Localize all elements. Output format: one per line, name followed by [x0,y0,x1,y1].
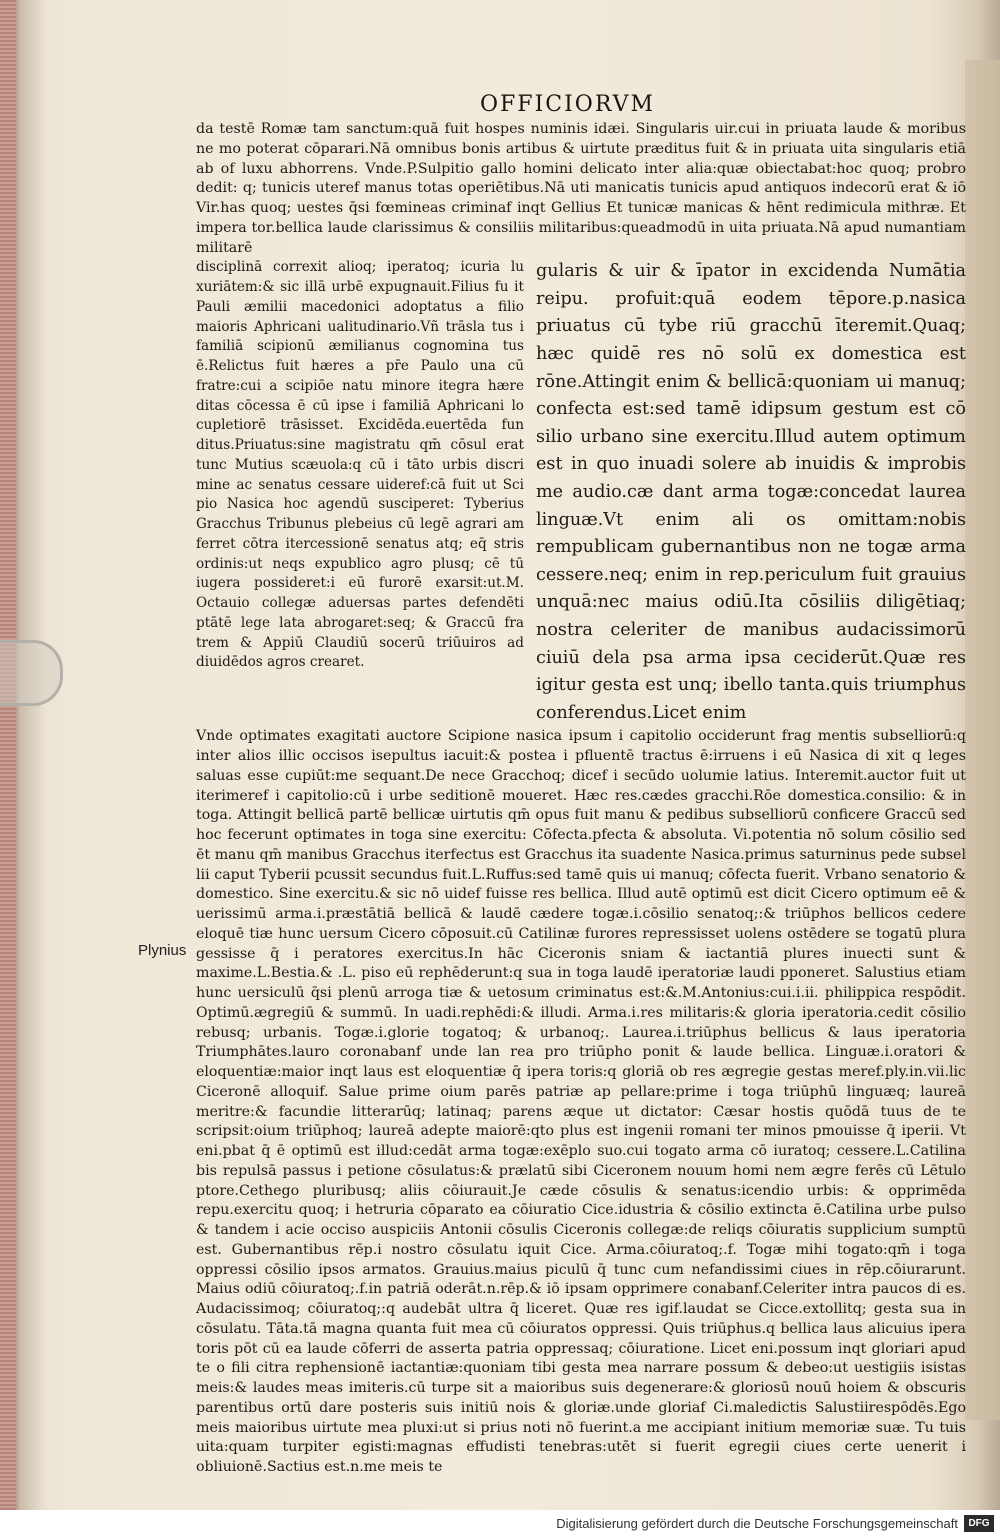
paragraph-bottom: Vnde optimates exagitati auctore Scipione nasica ipsum i capitolio occiderunt frag mentis subselliorū:q inter alios illic occisos isepultus iacuit:& postea i pfluentē tractus ē:irruens i eū Nasica di xit q leges saluas esse cupiūt:me sequant.De nece Gracchoq; dicef i secūdo uolumie latius. Interemit.auctor fuit ut iterimeref i capitolio:cū i urbe seditionē moueret. Hæc res.cædes gracchi.Rōe domestica.consilio: & in toga. Attingit bellicā partē bellicæ uirtutis qm̄ opus fuit manu & pedibus subselliorū conficere Graccū sed hoc fecerunt optimates in toga sine exercitu: Cōfecta.pfecta & absoluta. Vi.potentia nō solum cōsilio sed ēt manu qm̄ manibus Gracchus iterfectus est Gracchus ita suadente Nasica.primus saturninus pede subsel lii caput Tyberii pcussit secundus fuit.L.Ruffus:sed tamē quis ui manuq; cōfecta fuerit. Vrbano senatorio & domestico. Sine exercitu.& sic nō uidef fuisse res bellica. Illud autē optimū est dicit Cicero optimum eē & uerissimū arma.i.præstātiā bellicā & laudē cædere togæ.i.cōsilio senatoq;:& triūphos bellicos cedere eloquē tiæ hunc uersum Cicero cōposuit.cū Catilinæ furores repressisset uolens ostēdere se togatū plura gessisse q̄ i peratores exercitus.In hāc Ciceronis sniam & iactantiā plures inuecti sunt & maxime.L.Bestia.& .L. piso eū rephēderunt:q sua in toga laudē iperatoriæ laudi pponeret. Salustius etiam hunc uersiculū q̄si plenū arroga tiæ & uetosum criminatus est:&.M.Antonius:cui.i.ii. philippica respōdit. Optimū.ægregiū & summū. In uadi.rephēdi:& illudi. Arma.i.res militaris:& gloria iperatoria.cedit cōsilio rebusq; urbanis. Togæ.i.glorie togatoq; & urbanoq;. Laurea.i.triūphus bellicus & laus iperatoria Triumphātes.lauro coronabanf unde lan rea pro triūpho ponit & laude bellica. Linguæ.i.oratori & eloquentiæ:maior inqt laus est eloquentiæ q̄ ipera toris:q gloriā ob res ægregie gestas meref.ply.in.vii.lic Ciceronē alloquif. Salue prime oium parēs patriæ ap pellare:prime i toga triūphū linguæq; laureā meritre:& facundie litterarūq; latinaq; parens æque ut dictator: Cæsar hostis quōdā tuus de te scripsit:oium triūphoq; laureā adepte maiorē:qto plus est ingenii romani ter minos pmouisse q̄ iperii. Vt eni.pbat q̄ ē optimū est illud:cedāt arma togæ:exēplo suo.cui togato arma cō iuratoq; cessere.L.Catilina bis repulsā passus i petione cōsulatus:& prælatū sibi Ciceronem nouum homi nem ægre ferēs cū Lētulo ptore.Cethego pluribusq; aliis cōiurauit.Je cæde cōsulis & senatus:icendio urbis: & opprimēda repu.exercitu quoq; i hetruria cōparato ea cōiuratio Cice.idustria & cōsilio extincta ē.Catilina urbe pulso & tandem i acie occiso auspiciis Antonii cōsulis Ciceronis collegæ:de reliqs cōiuratis supplicium sumptū est. Gubernantibus rēp.i nostro cōsulatu iquit Cice. Arma.cōiuratoq;.f. Togæ mihi togato:qm̄ i toga oppressi cōsilio ipsos armatos. Grauius.maius piculū q̄ tunc cum nefandissimi ciues in rēp.cōiurarunt. Maius odiū cōiuratoq;.f.in patriā oderāt.n.rēp.& iō ipsam opprimere conabanf.Celeriter intra paucos di es. Audacissimoq; cōiuratoq;:q audebāt ultra q̄ liceret. Quæ res igif.laudat se Cicce.extollitq; gesta sua in cōsulatu. Tāta.tā magna quanta fuit mea cū cōiuratos oppressi. Quis triūphus.q bellica laus alicuius ipera toris pōt cū ea laude cōferri de asserta patria oppressaq; cōiuratione. Licet eni.possum inqt gloriari apud te o fili citra rephensionē iactantiæ:quoniam tibi gesta mea narrare possum & debeo:ut uestigiis isistas meis:& laudes meas imiteris.cū turpe sit a maioribus suis degenerare:& gloriosū nouū hoiem & obscuris parentibus ortū dare posteris suis initiū nois & gloriæ.unde gloriaf Ci.maledictis Salustiirespōdēs.Ego meis maioribus uirtute mea pluxi:ut si prius noti nō fuerint.a me accipiant initium memoriæ suæ. Tu tuis uita:quam turpiter egisti:magnas effudisti tenebras:utēt si fuerit egregii ciues certe uenerit i obliuionē.Sactius est.n.me meis te [196,728,966,1476]
funding-notice: Digitalisierung gefördert durch die Deutsche Forschungsgemeinschaft [556,1516,958,1531]
facing-page-edge [965,60,1000,1420]
margin-note: Plynius [138,942,187,959]
running-head: OFFICIORVM [480,92,656,117]
footer-bar [0,1510,1000,1538]
page-edge-red [0,0,16,1510]
two-column-block [196,258,966,727]
book-clamp [0,640,63,706]
main-text-column: gularis & uir & īpator in excidenda Numātia reipu. profuit:quā eodem tēpore.p.nasica priuatus cū tybe riū gracchū īteremit.Quaq; hæc quidē res nō solū ex domestica est rōne.Attingit enim & bellicā:quoniam ui manuq; confecta est:sed tamē idipsum gestum est cō silio urbano sine exercitu.Illud autem optimum est in quo inuadi solere ab inuidis & improbis me audio.cæ dant arma togæ:concedat laurea linguæ.Vt enim ali os omittam:nobis rempublicam gubernantibus non ne togæ arma cessere.neq; enim in rep.periculum fuit grauius unquā:nec maius odiū.Ita cōsiliis diligētiaq; nostra celeriter de manibus audacissimorū ciuiū dela psa arma ipsa ceciderūt.Quæ res igitur gesta est unq; ibello tanta.quis triumphus conferendus.Licet enim [536,261,966,723]
commentary-column: disciplinā correxit alioq; iperatoq; icuria lu xuriātem:& sic illā urbē expugnauit.Filius fu it Pauli æmilii macedonici adoptatus a filio maioris Aphricani ualitudinario.Vñ trāsla tus i familiā scipionū æmilianus cognomina tus ē.Relictus fuit hæres a pr̄e Paulo una cū fratre:cui a scipiōe natu minore itegra hære ditas cōcessa ē cū ipse i familiā Aphricani lo cupletiorē trāsisset. Excidēda.euertēda fun ditus.Priuatus:sine magistratu qm̄ cōsul erat tunc Mutius scæuola:q cū i tāto urbis discri mine ac senatus cessare uideref:cā fuit ut Sci pio Nasica hoc agendū susciperet: Tyberius Gracchus Tribunus plebeius cū legē agrari am ferret cōtra itercessionē senatus atq; eq̄ stris ordinis:ut neqs expublico agro plusq; cē tū iugera possideret:i eū furorē exarsit:ut.M. Octauio collegæ aduersas partes defendēti ptātē lege lata abrogaret:seq; & Graccū fra trem & Appiū Claudiū socerū triūuiros ad diuidēdos agros crearet. [196,259,524,671]
gutter-shadow [16,0,46,1510]
dfg-logo: DFG [964,1515,994,1532]
paragraph-top: da testē Romæ tam sanctum:quā fuit hospes numinis idæi. Singularis uir.cui in priuata laude & moribus ne mo poterat cōparari.Nā omnibus bonis artibus & uirtute præditus fuit & in priuata uita singularis etiā ab of luxu abhorrens. Vnde.P.Sulpitio gallo homini delicato inter alia:quæ obiectabat:hoc quoq; probro dedit: q; tunicis uteref manus totas operiētibus.Nā uti manicatis tunicis apud antiquos indecorū erat & iō Vir.has quoq; uestes q̄si fœmineas criminaf inqt Gellius Et tunicæ manicas & hēnt redimicula mithræ. Et impera tor.bellica laude clarissimus & consiliis militaribus:queadmodū in uita priuata.Nā apud numantiam militarē [196,121,966,256]
page-text [196,120,966,1478]
